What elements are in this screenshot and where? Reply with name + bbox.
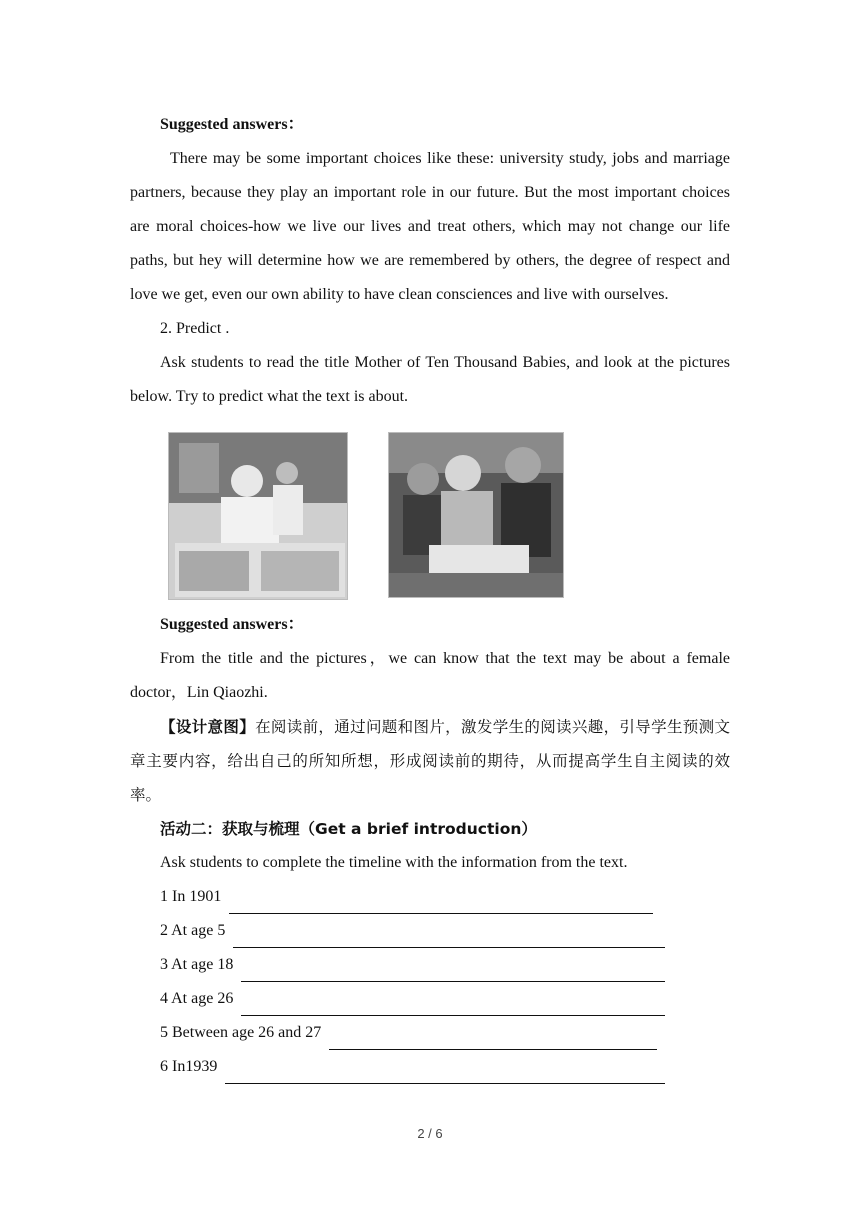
predict-item: 2. Predict . (160, 320, 230, 337)
answer-blank[interactable] (229, 891, 653, 914)
figure-row (130, 426, 730, 602)
timeline-item-label: 5 Between age 26 and 27 (160, 1024, 322, 1041)
timeline-item-label: 4 At age 26 (160, 990, 234, 1007)
timeline-item-label: 3 At age 18 (160, 956, 234, 973)
answer-blank[interactable] (241, 959, 665, 982)
timeline-item-label: 6 In1939 (160, 1058, 218, 1075)
answer-blank[interactable] (329, 1027, 657, 1050)
page-number: 2 / 6 (417, 1126, 443, 1141)
predict-instruction: Ask students to read the title Mother of Ten Thousand Babies, and look at the pictures below. Try to predict what the text is about. (130, 354, 730, 405)
document-page (130, 108, 730, 1084)
timeline-instruction: Ask students to complete the timeline with the information from the text. (160, 854, 628, 871)
answer-blank[interactable] (233, 925, 665, 948)
photo-doctor-with-babies (168, 432, 348, 600)
timeline-item (130, 982, 730, 1016)
timeline-item-label: 1 In 1901 (160, 888, 222, 905)
design-intent-paragraph (130, 710, 730, 812)
answer-paragraph-1: There may be some important choices like these: university study, jobs and marriage partners, because they play an important role in our future. But the most important choices are moral choices-how we live our lives and treat others, which may not change our life paths, but hey will determine how we are remembered by others, the degree of respect and love we get, even our own ability to have clean consciences and live with ourselves. (130, 150, 730, 303)
suggested-answers-heading-2: Suggested answers： (160, 616, 304, 633)
activity-two-heading: 活动二：获取与梳理（Get a brief introduction） (160, 820, 537, 838)
timeline-item (130, 914, 730, 948)
answer-blank[interactable] (241, 993, 665, 1016)
design-intent-text: 在阅读前，通过问题和图片，激发学生的阅读兴趣，引导学生预测文章主要内容，给出自己的所知所想，形成阅读前的期待，从而提高学生自主阅读的效率。 (130, 718, 730, 804)
timeline-item-label: 2 At age 5 (160, 922, 226, 939)
timeline-item (130, 1016, 730, 1050)
suggested-answers-heading-1: Suggested answers： (160, 116, 304, 133)
photo-doctor-with-children (388, 432, 564, 598)
timeline-item (130, 880, 730, 914)
answer-paragraph-2: From the title and the pictures，we can know that the text may be about a female doctor，Lin Qiaozhi. (130, 650, 730, 701)
answer-blank[interactable] (225, 1061, 665, 1084)
timeline-item (130, 948, 730, 982)
design-intent-label: 【设计意图】 (160, 718, 256, 736)
timeline-item (130, 1050, 730, 1084)
